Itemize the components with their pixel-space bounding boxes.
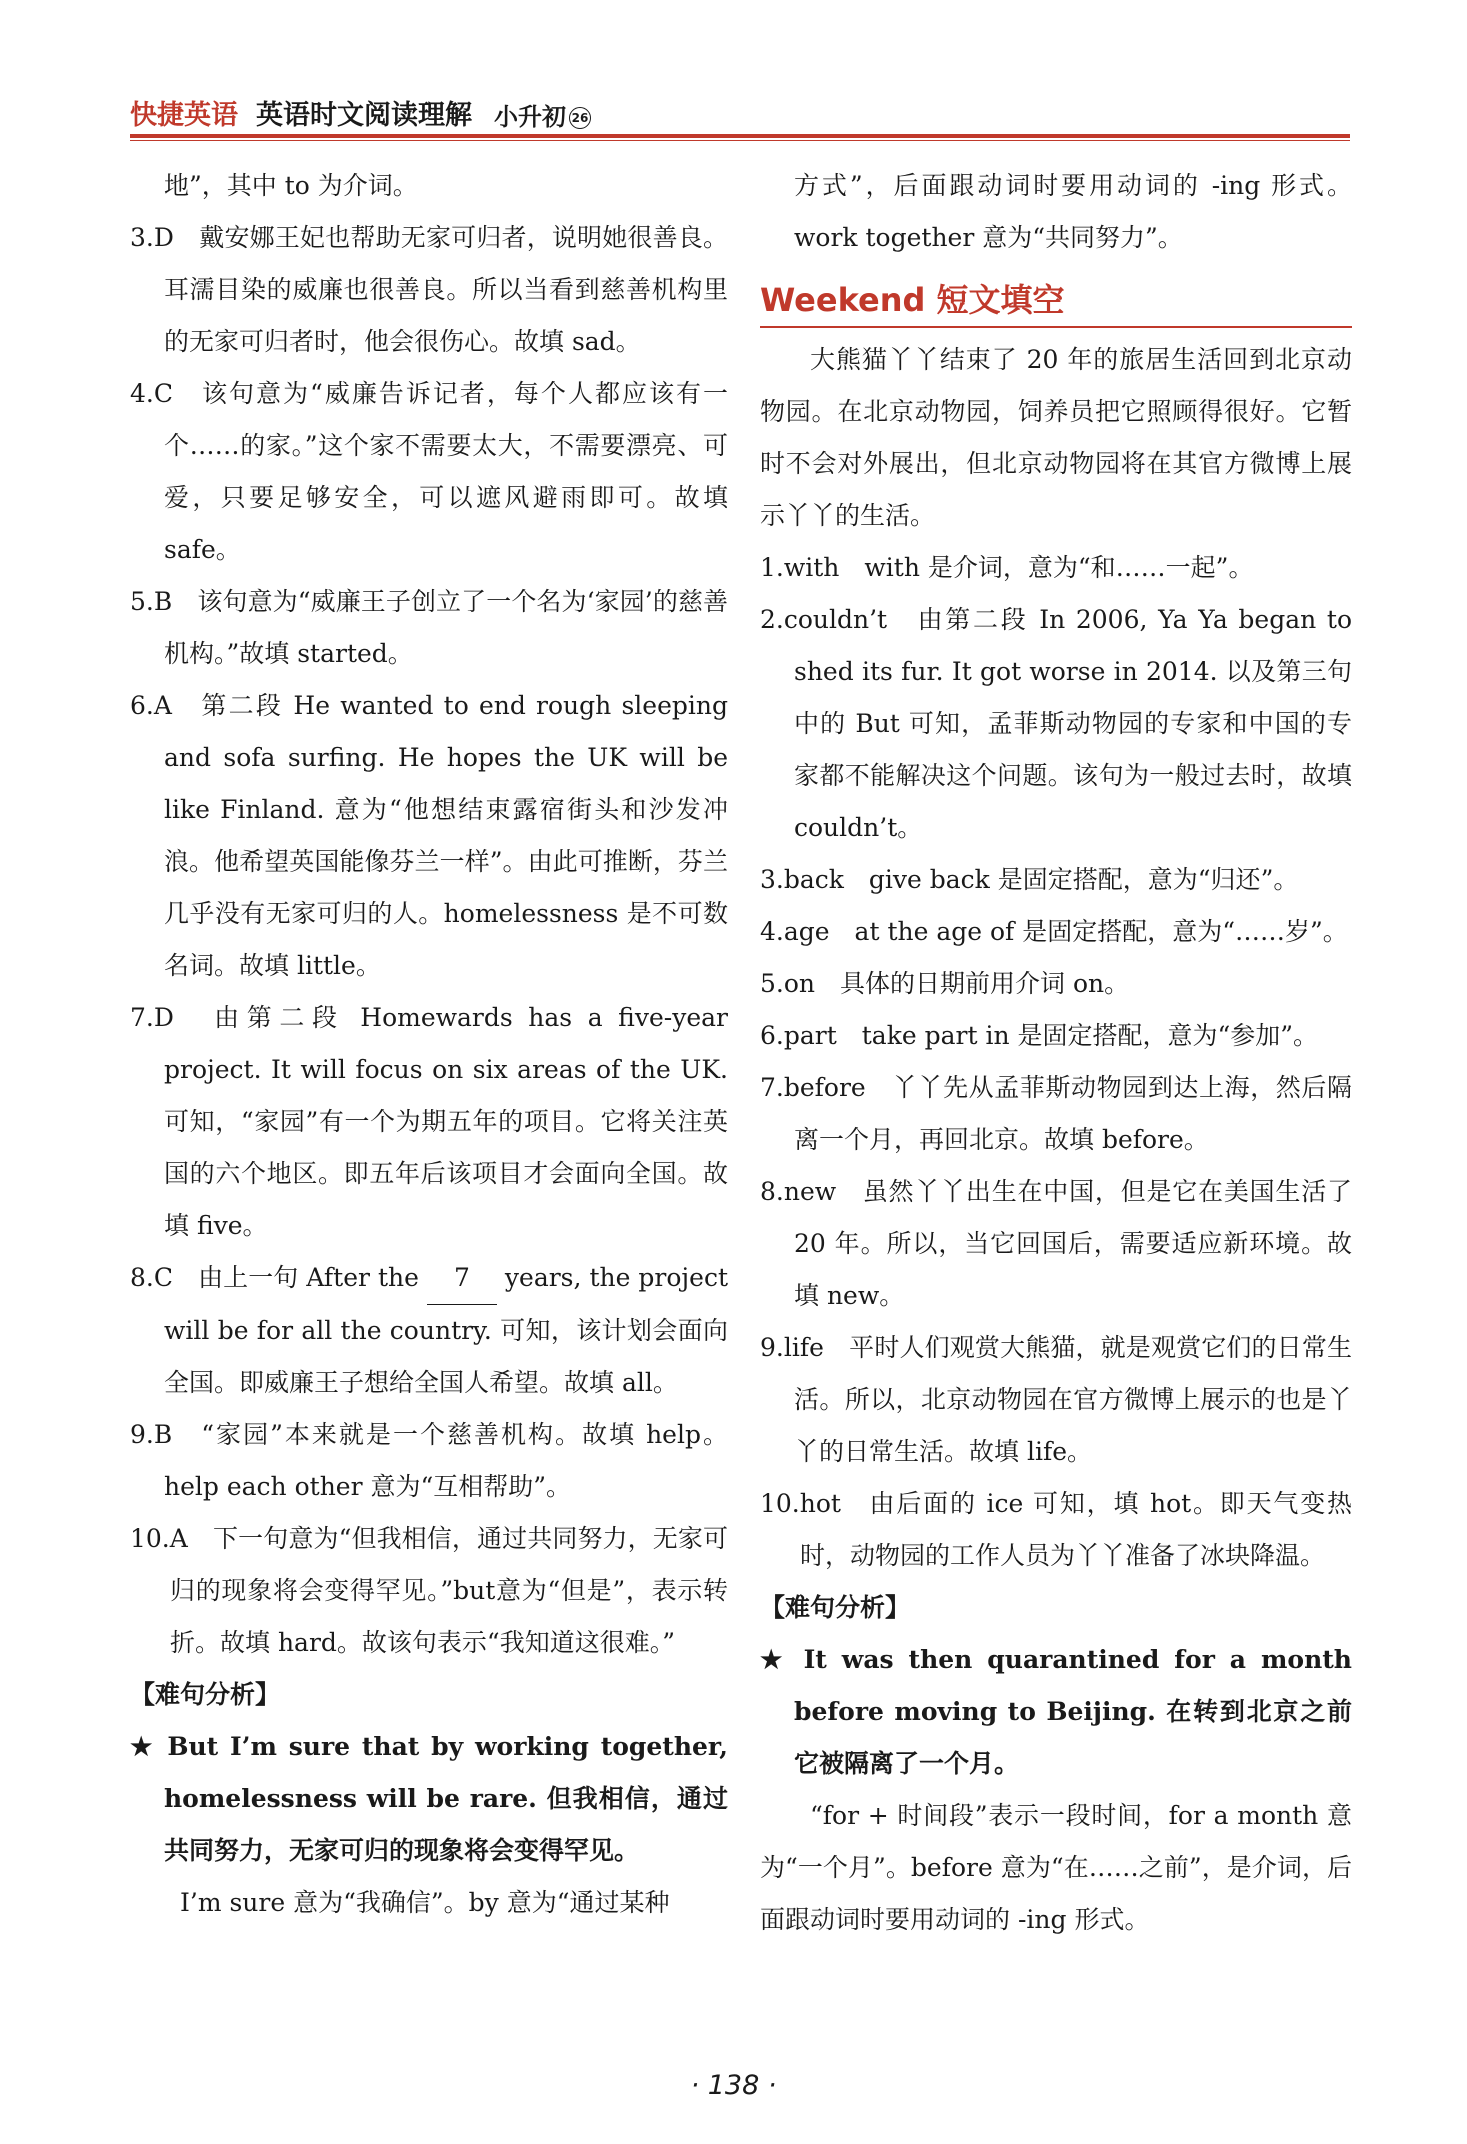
answer-item-5: 5.B 该句意为“威廉王子创立了一个名为‘家园’的慈善机构。”故填 started。 — [130, 587, 728, 668]
header-rule-thick — [130, 134, 1350, 138]
fill-item-3: 3.back give back 是固定搭配，意为“归还”。 — [760, 865, 1299, 894]
section-title: Weekend 短文填空 — [760, 274, 1352, 328]
brand-title: 快捷英语 — [130, 100, 238, 131]
answer-item-8-pre: 8.C 由上一句 After the — [130, 1263, 427, 1292]
continued-line: 地”，其中 to 为介词。 — [164, 171, 418, 200]
key-explain-right: “for + 时间段”表示一段时间，for a month 意为“一个月”。before 意为“在……之前”，是介词，后面跟动词时要用动词的 -ing 形式。 — [760, 1801, 1352, 1934]
answer-blank: 7 — [427, 1252, 497, 1305]
fill-item-9: 9.life 平时人们观赏大熊猫，就是观赏它们的日常生活。所以，北京动物园在官方微博上展示的也是丫丫的日常生活。故填 life。 — [760, 1333, 1352, 1466]
answer-item-8 — [130, 1252, 728, 1409]
analysis-heading-left: 【难句分析】 — [130, 1680, 281, 1709]
answer-item-4: 4.C 该句意为“威廉告诉记者，每个人都应该有一个……的家。”这个家不需要太大，不需要漂亮、可爱，只要足够安全，可以遮风避雨即可。故填 safe。 — [130, 379, 728, 564]
fill-item-2: 2.couldn’t 由第二段 In 2006, Ya Ya began to shed its fur. It got worse in 2014. 以及第三句中的 But 可知，孟菲斯动物园的专家和中国的专家都不能解决这个问题。该句为一般过去时，故填 couldn’t。 — [760, 605, 1352, 842]
passage-summary: 大熊猫丫丫结束了 20 年的旅居生活回到北京动物园。在北京动物园，饲养员把它照顾得很好。它暂时不会对外展出，但北京动物园将在其官方微博上展示丫丫的生活。 — [760, 345, 1352, 530]
key-explain-left: I’m sure 意为“我确信”。by 意为“通过某种 — [180, 1888, 670, 1917]
right-column — [760, 160, 1352, 1946]
answer-item-8-post: years, the project will be for all the country. 可知，该计划会面向全国。即威廉王子想给全国人希望。故填 all。 — [164, 1263, 728, 1397]
header-rule-thin — [130, 140, 1350, 141]
fill-item-5: 5.on 具体的日期前用介词 on。 — [760, 969, 1130, 998]
key-sentence-left: ★ But I’m sure that by working together, homelessness will be rare. 但我相信，通过共同努力，无家可归的现象将会变得罕见。 — [130, 1732, 728, 1865]
grade-text: 小升初 — [494, 103, 566, 131]
fill-item-7: 7.before 丫丫先从孟菲斯动物园到达上海，然后隔离一个月，再回北京。故填 before。 — [760, 1073, 1352, 1154]
page-header — [130, 88, 1350, 132]
continued-line-right: 方式”，后面跟动词时要用动词的 -ing 形式。work together 意为“共同努力”。 — [794, 171, 1352, 252]
left-column — [130, 160, 728, 1929]
analysis-heading-right: 【难句分析】 — [760, 1593, 911, 1622]
answer-item-10: 10.A 下一句意为“但我相信，通过共同努力，无家可归的现象将会变得罕见。”but意为“但是”，表示转折。故填 hard。故该句表示“我知道这很难。” — [130, 1524, 728, 1657]
page-number: · 138 · — [690, 2070, 777, 2101]
fill-item-8: 8.new 虽然丫丫出生在中国，但是它在美国生活了 20 年。所以，当它回国后，需要适应新环境。故填 new。 — [760, 1177, 1352, 1310]
answer-item-6: 6.A 第二段 He wanted to end rough sleeping and sofa surfing. He hopes the UK will be like Finland. 意为“他想结束露宿街头和沙发冲浪。他希望英国能像芬兰一样”。由此可推断，芬兰几乎没有无家可归的人。homelessness 是不可数名词。故填 little。 — [130, 691, 728, 980]
grade-label — [494, 97, 591, 132]
grade-number-badge: 26 — [569, 107, 591, 129]
key-sentence-right: ★ It was then quarantined for a month before moving to Beijing. 在转到北京之前它被隔离了一个月。 — [760, 1645, 1352, 1778]
fill-item-6: 6.part take part in 是固定搭配，意为“参加”。 — [760, 1021, 1319, 1050]
fill-item-1: 1.with with 是介词，意为“和……一起”。 — [760, 553, 1254, 582]
series-title: 英语时文阅读理解 — [256, 100, 472, 131]
answer-item-9: 9.B “家园”本来就是一个慈善机构。故填 help。help each other 意为“互相帮助”。 — [130, 1420, 728, 1501]
answer-item-3: 3.D 戴安娜王妃也帮助无家可归者，说明她很善良。耳濡目染的威廉也很善良。所以当看到慈善机构里的无家可归者时，他会很伤心。故填 sad。 — [130, 223, 728, 356]
answer-item-7: 7.D 由第二段 Homewards has a five-year project. It will focus on six areas of the UK. 可知，“家园”有一个为期五年的项目。它将关注英国的六个地区。即五年后该项目才会面向全国。故填 five。 — [130, 1003, 728, 1240]
fill-item-10: 10.hot 由后面的 ice 可知，填 hot。即天气变热时，动物园的工作人员为丫丫准备了冰块降温。 — [760, 1489, 1352, 1570]
fill-item-4: 4.age at the age of 是固定搭配，意为“……岁”。 — [760, 917, 1348, 946]
